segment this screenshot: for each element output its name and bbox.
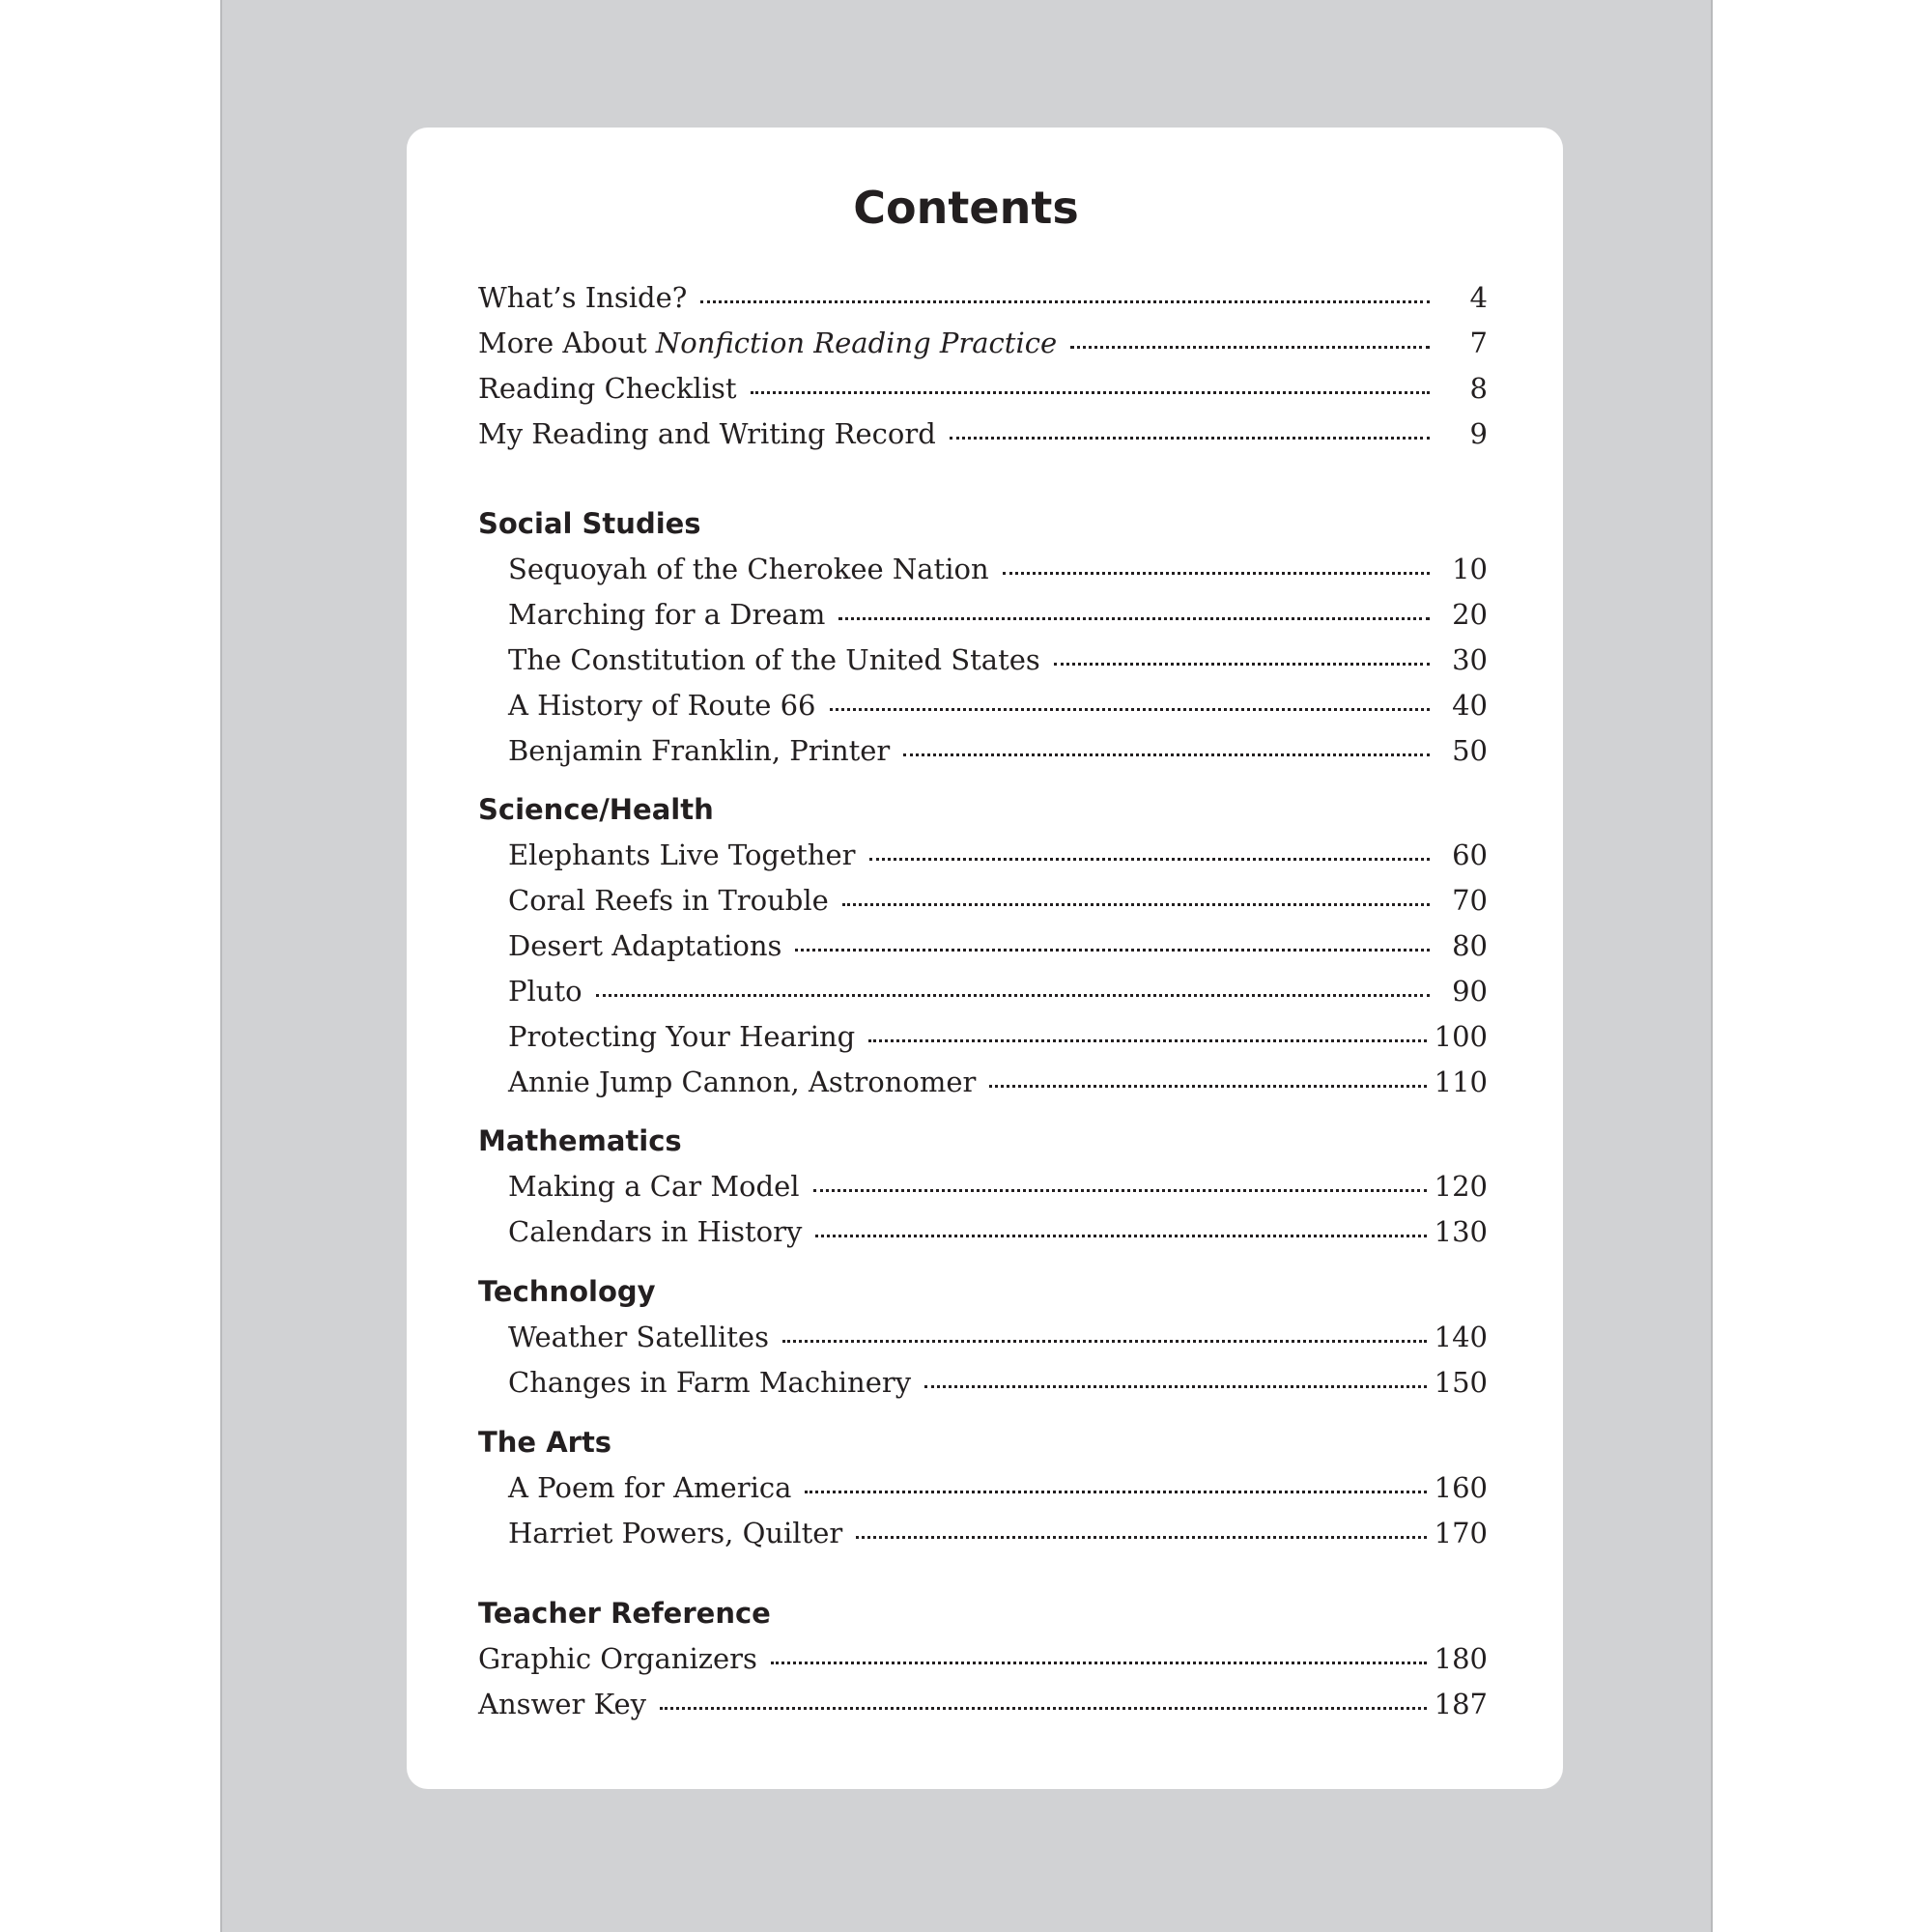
dot-leader [815,1235,1426,1237]
toc-entry[interactable] [508,1511,1488,1556]
toc-entry[interactable] [508,1315,1488,1360]
dot-leader [795,949,1430,952]
toc-entry[interactable] [478,412,1488,457]
dot-leader [869,858,1431,861]
dot-leader [805,1491,1426,1493]
toc-entry[interactable] [478,366,1488,412]
toc-entry-label: Reading Checklist [478,372,737,405]
toc-entry[interactable] [478,275,1488,321]
toc-entry-page: 40 [1452,689,1488,722]
toc-entry-page: 187 [1434,1688,1488,1720]
toc-entry[interactable] [508,1360,1488,1406]
toc-entry-page: 140 [1434,1321,1488,1353]
dot-leader [924,1385,1427,1388]
toc-entry-label-italic: Nonfiction Reading Practice [655,327,1058,359]
toc-entry-label: Weather Satellites [508,1321,769,1353]
toc-entry-label: A Poem for America [508,1471,792,1504]
dot-leader [856,1536,1426,1539]
toc-entry-page: 90 [1452,975,1488,1008]
toc-entry-page: 4 [1469,281,1488,314]
toc-entry[interactable] [508,923,1488,969]
dot-leader [838,617,1430,620]
toc-entry-page: 120 [1434,1170,1488,1203]
toc-entry-label: Benjamin Franklin, Printer [508,734,891,767]
toc-entry-label: Coral Reefs in Trouble [508,884,829,917]
toc-entry-page: 10 [1452,553,1488,585]
toc-entry-label: Answer Key [478,1688,646,1720]
toc-entry-label: What’s Inside? [478,281,688,314]
dot-leader [989,1085,1426,1088]
toc-entry[interactable] [478,1682,1488,1727]
dot-leader [842,903,1430,906]
toc-entry[interactable] [508,1164,1488,1209]
toc-entry-page: 7 [1469,327,1488,359]
toc-entry-page: 150 [1434,1366,1488,1399]
toc-entry-label: Elephants Live Together [508,838,856,871]
dot-leader [903,753,1430,756]
toc-entry[interactable] [508,1465,1488,1511]
toc-entry[interactable] [508,683,1488,728]
toc-entry[interactable] [508,1060,1488,1105]
dot-leader [782,1340,1427,1343]
dot-leader [771,1662,1427,1664]
toc-entry-label: Pluto [508,975,582,1008]
toc-entry-label [478,321,1057,366]
section-heading-technology: Technology [478,1275,656,1308]
toc-entry-page: 30 [1452,643,1488,676]
dot-leader [830,708,1430,711]
toc-entry[interactable] [478,321,1488,366]
toc-entry-page: 170 [1434,1517,1488,1549]
toc-entry-label: Annie Jump Cannon, Astronomer [508,1065,977,1098]
toc-entry[interactable] [508,969,1488,1014]
toc-entry-page: 180 [1434,1642,1488,1675]
toc-entry[interactable] [508,1209,1488,1255]
dot-leader [700,300,1430,303]
toc-entry[interactable] [508,1014,1488,1060]
toc-entry-page: 50 [1452,734,1488,767]
toc-entry-label: My Reading and Writing Record [478,417,936,450]
toc-entry-label: Making a Car Model [508,1170,800,1203]
toc-entry[interactable] [508,547,1488,592]
toc-entry-label: Changes in Farm Machinery [508,1366,912,1399]
toc-entry-label: The Constitution of the United States [508,643,1040,676]
dot-leader [813,1189,1427,1192]
toc-entry-page: 9 [1469,417,1488,450]
dot-leader [950,437,1430,440]
toc-entry-label: Harriet Powers, Quilter [508,1517,843,1549]
toc-entry-label-prefix: More About [478,327,656,359]
toc-entry[interactable] [508,833,1488,878]
dot-leader [1054,663,1430,666]
toc-entry-page: 60 [1452,838,1488,871]
toc-entry[interactable] [508,878,1488,923]
section-heading-mathematics: Mathematics [478,1124,682,1157]
toc-entry-page: 130 [1434,1215,1488,1248]
toc-entry-page: 80 [1452,929,1488,962]
toc-entry-page: 8 [1469,372,1488,405]
toc-entry-label: Sequoyah of the Cherokee Nation [508,553,989,585]
toc-entry-page: 70 [1452,884,1488,917]
toc-entry-page: 160 [1434,1471,1488,1504]
toc-entry-label: Calendars in History [508,1215,803,1248]
toc-entry-page: 110 [1434,1065,1488,1098]
toc-entry-label: Desert Adaptations [508,929,782,962]
toc-entry[interactable] [508,728,1488,774]
section-heading-science-health: Science/Health [478,793,714,826]
toc-entry-page: 20 [1452,598,1488,631]
dot-leader [751,391,1430,394]
toc-entry-label: Graphic Organizers [478,1642,757,1675]
section-heading-social-studies: Social Studies [478,507,701,540]
dot-leader [1003,572,1430,575]
dot-leader [868,1039,1426,1042]
toc-entry-label: A History of Route 66 [508,689,816,722]
page-title: Contents [853,182,1079,234]
toc-entry[interactable] [508,638,1488,683]
section-heading-teacher-reference: Teacher Reference [478,1597,771,1630]
toc-entry[interactable] [478,1636,1488,1682]
dot-leader [1070,346,1430,349]
dot-leader [596,994,1430,997]
toc-entry[interactable] [508,592,1488,638]
section-heading-the-arts: The Arts [478,1426,612,1459]
toc-entry-label: Marching for a Dream [508,598,826,631]
toc-entry-page: 100 [1434,1020,1488,1053]
toc-entry-label: Protecting Your Hearing [508,1020,856,1053]
dot-leader [660,1707,1427,1710]
